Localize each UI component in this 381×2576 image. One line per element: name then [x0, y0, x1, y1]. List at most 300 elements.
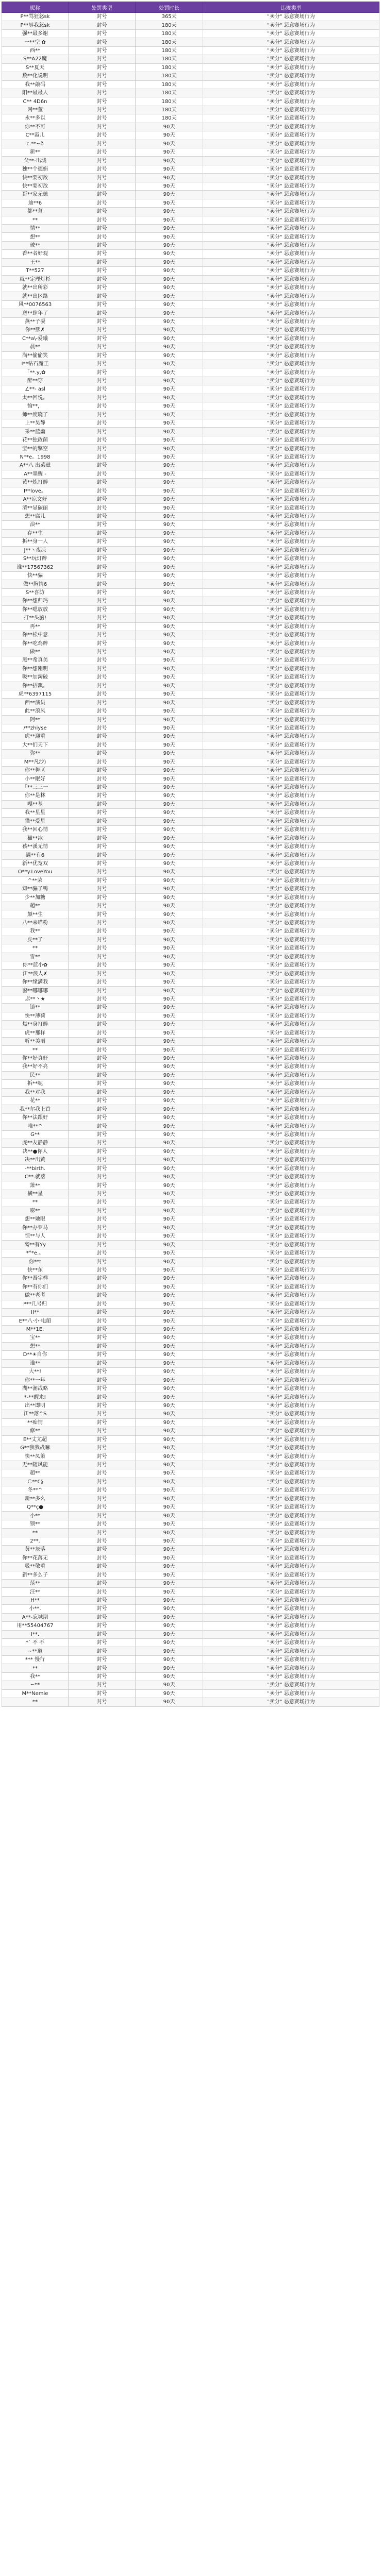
- cell-nickname: 超**: [2, 902, 69, 910]
- cell-violation-type: "卖分" 恶意赛场行为: [203, 38, 379, 46]
- cell-nickname: 你**好真好: [2, 1054, 69, 1062]
- cell-penalty-duration: 90天: [136, 885, 203, 893]
- table-row: [2, 1241, 379, 1249]
- cell-violation-type: "卖分" 恶意赛场行为: [203, 1486, 379, 1495]
- cell-penalty-type: 封号: [69, 699, 136, 707]
- cell-penalty-duration: 90天: [136, 1478, 203, 1486]
- cell-penalty-duration: 90天: [136, 792, 203, 800]
- cell-penalty-duration: 90天: [136, 174, 203, 182]
- cell-penalty-duration: 90天: [136, 817, 203, 825]
- cell-nickname: 哥**家无德: [2, 191, 69, 199]
- cell-penalty-type: 封号: [69, 783, 136, 791]
- cell-penalty-duration: 90天: [136, 1029, 203, 1037]
- cell-penalty-type: 封号: [69, 411, 136, 419]
- cell-penalty-type: 封号: [69, 868, 136, 876]
- cell-penalty-duration: 90天: [136, 1080, 203, 1088]
- cell-violation-type: "卖分" 恶意赛场行为: [203, 648, 379, 656]
- cell-penalty-duration: 90天: [136, 453, 203, 461]
- table-row: [2, 876, 379, 885]
- table-row: [2, 1469, 379, 1478]
- cell-nickname: ^**荣: [2, 876, 69, 885]
- cell-penalty-type: 封号: [69, 63, 136, 72]
- cell-penalty-duration: 90天: [136, 563, 203, 571]
- cell-penalty-duration: 90天: [136, 1105, 203, 1113]
- cell-penalty-type: 封号: [69, 571, 136, 580]
- cell-penalty-type: 封号: [69, 665, 136, 673]
- cell-penalty-duration: 90天: [136, 665, 203, 673]
- cell-penalty-type: 封号: [69, 597, 136, 605]
- cell-penalty-duration: 90天: [136, 165, 203, 173]
- cell-penalty-type: 封号: [69, 199, 136, 207]
- cell-penalty-duration: 90天: [136, 529, 203, 537]
- cell-violation-type: "卖分" 恶意赛场行为: [203, 1639, 379, 1647]
- cell-violation-type: "卖分" 恶意赛场行为: [203, 1342, 379, 1350]
- cell-nickname: 你**法跟好: [2, 1113, 69, 1122]
- cell-penalty-duration: 90天: [136, 233, 203, 241]
- cell-violation-type: "卖分" 恶意赛场行为: [203, 1334, 379, 1342]
- table-row: [2, 385, 379, 394]
- cell-penalty-duration: 90天: [136, 1283, 203, 1291]
- cell-penalty-type: 封号: [69, 453, 136, 461]
- cell-penalty-duration: 90天: [136, 1401, 203, 1410]
- cell-penalty-type: 封号: [69, 826, 136, 834]
- cell-penalty-duration: 90天: [136, 750, 203, 758]
- table-row: [2, 1655, 379, 1664]
- cell-penalty-duration: 90天: [136, 597, 203, 605]
- table-row: [2, 1300, 379, 1308]
- cell-nickname: 强**最多谢: [2, 29, 69, 38]
- cell-nickname: 超**: [2, 1469, 69, 1478]
- cell-violation-type: "卖分" 恶意赛场行为: [203, 479, 379, 487]
- table-row: [2, 1308, 379, 1316]
- cell-penalty-duration: 180天: [136, 63, 203, 72]
- cell-violation-type: "卖分" 恶意赛场行为: [203, 46, 379, 55]
- cell-nickname: ぷ**丶★: [2, 995, 69, 1003]
- cell-penalty-duration: 90天: [136, 377, 203, 385]
- cell-nickname: 你**想归玛: [2, 597, 69, 605]
- table-row: [2, 131, 379, 140]
- cell-violation-type: "卖分" 恶意赛场行为: [203, 1097, 379, 1105]
- cell-violation-type: "卖分" 恶意赛场行为: [203, 241, 379, 249]
- cell-nickname: 大**们天下: [2, 741, 69, 749]
- cell-penalty-type: 封号: [69, 55, 136, 63]
- cell-violation-type: "卖分" 恶意赛场行为: [203, 317, 379, 326]
- cell-penalty-type: 封号: [69, 487, 136, 495]
- cell-penalty-type: 封号: [69, 258, 136, 266]
- cell-nickname: II**: [2, 1308, 69, 1316]
- cell-penalty-type: 封号: [69, 1071, 136, 1079]
- cell-violation-type: "卖分" 恶意赛场行为: [203, 182, 379, 190]
- cell-penalty-type: 封号: [69, 1097, 136, 1105]
- cell-penalty-type: 封号: [69, 1037, 136, 1045]
- cell-penalty-type: 封号: [69, 1529, 136, 1537]
- table-row: [2, 1410, 379, 1418]
- table-row: [2, 1198, 379, 1207]
- cell-penalty-duration: 90天: [136, 987, 203, 995]
- cell-violation-type: "卖分" 恶意赛场行为: [203, 1308, 379, 1316]
- cell-penalty-type: 封号: [69, 622, 136, 631]
- cell-penalty-type: 封号: [69, 859, 136, 868]
- cell-violation-type: "卖分" 恶意赛场行为: [203, 1579, 379, 1587]
- cell-nickname: **痴情: [2, 1418, 69, 1427]
- cell-penalty-duration: 90天: [136, 699, 203, 707]
- cell-penalty-duration: 90天: [136, 224, 203, 232]
- cell-penalty-type: 封号: [69, 978, 136, 986]
- cell-penalty-type: 封号: [69, 445, 136, 453]
- cell-penalty-type: 封号: [69, 148, 136, 157]
- cell-violation-type: "卖分" 恶意赛场行为: [203, 1495, 379, 1503]
- cell-nickname: 快**要初敌: [2, 182, 69, 190]
- cell-penalty-duration: 90天: [136, 182, 203, 190]
- cell-penalty-type: 封号: [69, 377, 136, 385]
- cell-nickname: 渣**显碳丽: [2, 504, 69, 512]
- table-row: [2, 944, 379, 953]
- cell-nickname: A**墨醒 -: [2, 470, 69, 478]
- table-row: [2, 546, 379, 554]
- table-row: [2, 1275, 379, 1283]
- cell-penalty-duration: 90天: [136, 775, 203, 783]
- cell-penalty-type: 封号: [69, 1469, 136, 1478]
- cell-penalty-type: 封号: [69, 1164, 136, 1173]
- cell-penalty-duration: 90天: [136, 1503, 203, 1512]
- cell-penalty-duration: 90天: [136, 1427, 203, 1435]
- cell-violation-type: "卖分" 恶意赛场行为: [203, 512, 379, 520]
- table-row: [2, 978, 379, 986]
- cell-penalty-type: 封号: [69, 106, 136, 114]
- table-row: [2, 1088, 379, 1096]
- table-row: [2, 1647, 379, 1655]
- table-row: [2, 1444, 379, 1452]
- cell-violation-type: "卖分" 恶意赛场行为: [203, 1173, 379, 1181]
- cell-penalty-duration: 90天: [136, 826, 203, 834]
- table-row: [2, 682, 379, 690]
- cell-penalty-duration: 90天: [136, 1647, 203, 1655]
- cell-penalty-duration: 90天: [136, 927, 203, 936]
- cell-penalty-duration: 180天: [136, 106, 203, 114]
- table-row: [2, 936, 379, 944]
- table-row: [2, 614, 379, 622]
- cell-nickname: 阳**最最人: [2, 89, 69, 97]
- cell-nickname: 情**: [2, 224, 69, 232]
- cell-penalty-type: 封号: [69, 876, 136, 885]
- cell-nickname: 用**55404767: [2, 1622, 69, 1630]
- cell-nickname: 无**随风能: [2, 1461, 69, 1469]
- cell-violation-type: "卖分" 恶意赛场行为: [203, 605, 379, 614]
- cell-nickname: 你**一年: [2, 1376, 69, 1384]
- cell-penalty-type: 封号: [69, 1300, 136, 1308]
- table-row: [2, 445, 379, 453]
- cell-violation-type: "卖分" 恶意赛场行为: [203, 495, 379, 503]
- cell-nickname: 西**演员: [2, 699, 69, 707]
- cell-penalty-duration: 90天: [136, 970, 203, 978]
- cell-violation-type: "卖分" 恶意赛场行为: [203, 614, 379, 622]
- cell-nickname: 打**头脑!: [2, 614, 69, 622]
- cell-penalty-type: 封号: [69, 1622, 136, 1630]
- cell-violation-type: "卖分" 恶意赛场行为: [203, 63, 379, 72]
- cell-penalty-duration: 90天: [136, 1495, 203, 1503]
- table-row: [2, 1215, 379, 1224]
- cell-penalty-duration: 90天: [136, 961, 203, 970]
- cell-violation-type: "卖分" 恶意赛场行为: [203, 1376, 379, 1384]
- cell-penalty-duration: 90天: [136, 656, 203, 665]
- cell-violation-type: "卖分" 恶意赛场行为: [203, 394, 379, 402]
- cell-penalty-duration: 90天: [136, 1232, 203, 1241]
- cell-nickname: 做**胸情6: [2, 580, 69, 588]
- cell-penalty-duration: 90天: [136, 1579, 203, 1587]
- table-row: [2, 673, 379, 682]
- cell-penalty-duration: 90天: [136, 241, 203, 249]
- table-row: [2, 580, 379, 588]
- cell-nickname: 做**老考: [2, 1292, 69, 1300]
- cell-nickname: 迪**6: [2, 199, 69, 207]
- cell-violation-type: "卖分" 恶意赛场行为: [203, 1563, 379, 1571]
- cell-penalty-type: 封号: [69, 1639, 136, 1647]
- table-row: [2, 21, 379, 29]
- table-row: [2, 563, 379, 571]
- table-row: [2, 487, 379, 495]
- table-row: [2, 300, 379, 309]
- cell-violation-type: "卖分" 恶意赛场行为: [203, 1325, 379, 1333]
- table-row: [2, 859, 379, 868]
- table-row: [2, 1232, 379, 1241]
- cell-penalty-duration: 90天: [136, 716, 203, 724]
- cell-violation-type: "卖分" 恶意赛场行为: [203, 842, 379, 851]
- cell-nickname: *` 不 不: [2, 1639, 69, 1647]
- cell-nickname: 你**是林: [2, 792, 69, 800]
- cell-penalty-duration: 90天: [136, 1300, 203, 1308]
- cell-penalty-duration: 90天: [136, 148, 203, 157]
- cell-violation-type: "卖分" 恶意赛场行为: [203, 1004, 379, 1012]
- table-row: [2, 648, 379, 656]
- table-row: [2, 538, 379, 546]
- cell-penalty-type: 封号: [69, 1384, 136, 1393]
- cell-penalty-type: 封号: [69, 224, 136, 232]
- cell-violation-type: "卖分" 恶意赛场行为: [203, 724, 379, 732]
- cell-violation-type: "卖分" 恶意赛场行为: [203, 191, 379, 199]
- cell-penalty-duration: 90天: [136, 1351, 203, 1359]
- cell-penalty-duration: 90天: [136, 131, 203, 140]
- cell-nickname: 小**眠好: [2, 775, 69, 783]
- cell-penalty-type: 封号: [69, 1579, 136, 1587]
- table-row: [2, 1427, 379, 1435]
- cell-penalty-type: 封号: [69, 123, 136, 131]
- cell-penalty-duration: 90天: [136, 842, 203, 851]
- cell-nickname: 猫**冰: [2, 834, 69, 842]
- cell-violation-type: "卖分" 恶意赛场行为: [203, 775, 379, 783]
- cell-penalty-type: 封号: [69, 1630, 136, 1638]
- cell-penalty-type: 封号: [69, 1563, 136, 1571]
- cell-nickname: 想**: [2, 1342, 69, 1350]
- cell-penalty-type: 封号: [69, 1427, 136, 1435]
- cell-penalty-duration: 90天: [136, 741, 203, 749]
- cell-penalty-duration: 90天: [136, 1639, 203, 1647]
- cell-nickname: 我**好不亮: [2, 1063, 69, 1071]
- cell-nickname: 都**慕: [2, 208, 69, 216]
- cell-violation-type: "卖分" 恶意赛场行为: [203, 1529, 379, 1537]
- cell-violation-type: "卖分" 恶意赛场行为: [203, 165, 379, 173]
- cell-penalty-type: 封号: [69, 1393, 136, 1401]
- cell-nickname: 你**缘满我: [2, 978, 69, 986]
- table-row: [2, 1097, 379, 1105]
- table-row: [2, 1122, 379, 1130]
- cell-penalty-duration: 90天: [136, 216, 203, 224]
- cell-penalty-type: 封号: [69, 1088, 136, 1096]
- cell-penalty-type: 封号: [69, 13, 136, 21]
- cell-violation-type: "卖分" 恶意赛场行为: [203, 1622, 379, 1630]
- cell-penalty-type: 封号: [69, 419, 136, 428]
- cell-penalty-duration: 90天: [136, 724, 203, 732]
- cell-violation-type: "卖分" 恶意赛场行为: [203, 631, 379, 639]
- table-body: [2, 13, 379, 1707]
- cell-nickname: 你**不可: [2, 123, 69, 131]
- cell-nickname: O**y.LoveYou: [2, 868, 69, 876]
- table-row: [2, 470, 379, 478]
- cell-violation-type: "卖分" 恶意赛场行为: [203, 944, 379, 953]
- table-row: [2, 1351, 379, 1359]
- cell-penalty-duration: 90天: [136, 419, 203, 428]
- cell-nickname: 醉**穿: [2, 377, 69, 385]
- cell-penalty-duration: 180天: [136, 38, 203, 46]
- cell-penalty-type: 封号: [69, 1368, 136, 1376]
- cell-nickname: 你**吃鸡醉: [2, 639, 69, 648]
- table-row: [2, 1639, 379, 1647]
- table-row: [2, 953, 379, 961]
- cell-penalty-type: 封号: [69, 766, 136, 774]
- cell-nickname: M**1E.: [2, 1325, 69, 1333]
- table-row: [2, 724, 379, 732]
- cell-penalty-duration: 90天: [136, 571, 203, 580]
- cell-penalty-type: 封号: [69, 775, 136, 783]
- cell-nickname: 快**骗: [2, 571, 69, 580]
- cell-penalty-type: 封号: [69, 750, 136, 758]
- cell-nickname: J**丶夜凉: [2, 546, 69, 554]
- cell-nickname: C**a\-爱曦: [2, 334, 69, 343]
- table-row: [2, 665, 379, 673]
- table-row: [2, 394, 379, 402]
- cell-penalty-duration: 90天: [136, 1512, 203, 1520]
- cell-penalty-duration: 90天: [136, 428, 203, 436]
- cell-penalty-duration: 90天: [136, 1681, 203, 1689]
- table-row: [2, 656, 379, 665]
- cell-violation-type: "卖分" 恶意赛场行为: [203, 834, 379, 842]
- cell-penalty-duration: 90天: [136, 1164, 203, 1173]
- cell-nickname: 你**有你们: [2, 1283, 69, 1291]
- cell-nickname: G**: [2, 1130, 69, 1139]
- cell-nickname: 小**: [2, 1512, 69, 1520]
- table-row: [2, 241, 379, 249]
- cell-violation-type: "卖分" 恶意赛场行为: [203, 1198, 379, 1207]
- cell-violation-type: "卖分" 恶意赛场行为: [203, 1224, 379, 1232]
- cell-violation-type: "卖分" 恶意赛场行为: [203, 1503, 379, 1512]
- cell-nickname: 我**敲码: [2, 80, 69, 89]
- cell-penalty-duration: 90天: [136, 1021, 203, 1029]
- cell-nickname: **: [2, 944, 69, 953]
- cell-nickname: 香**者好观: [2, 250, 69, 258]
- cell-violation-type: "卖分" 恶意赛场行为: [203, 1156, 379, 1164]
- cell-penalty-duration: 90天: [136, 504, 203, 512]
- cell-violation-type: "卖分" 恶意赛场行为: [203, 758, 379, 766]
- cell-violation-type: "卖分" 恶意赛场行为: [203, 1469, 379, 1478]
- table-row: [2, 842, 379, 851]
- cell-penalty-duration: 90天: [136, 1461, 203, 1469]
- cell-violation-type: "卖分" 恶意赛场行为: [203, 1351, 379, 1359]
- cell-violation-type: "卖分" 恶意赛场行为: [203, 1232, 379, 1241]
- cell-violation-type: "卖分" 恶意赛场行为: [203, 1384, 379, 1393]
- cell-violation-type: "卖分" 恶意赛场行为: [203, 800, 379, 808]
- cell-penalty-duration: 90天: [136, 1384, 203, 1393]
- cell-penalty-type: 封号: [69, 309, 136, 317]
- table-row: [2, 1063, 379, 1071]
- cell-penalty-duration: 90天: [136, 1097, 203, 1105]
- table-row: [2, 1334, 379, 1342]
- cell-violation-type: "卖分" 恶意赛场行为: [203, 546, 379, 554]
- table-row: [2, 250, 379, 258]
- cell-violation-type: "卖分" 恶意赛场行为: [203, 1401, 379, 1410]
- table-row: [2, 927, 379, 936]
- cell-penalty-duration: 90天: [136, 250, 203, 258]
- cell-violation-type: "卖分" 恶意赛场行为: [203, 309, 379, 317]
- cell-penalty-type: 封号: [69, 1664, 136, 1672]
- cell-nickname: 「**.y,✿: [2, 368, 69, 377]
- cell-penalty-duration: 90天: [136, 317, 203, 326]
- cell-nickname: A**凉文好: [2, 495, 69, 503]
- ban-table: [2, 2, 379, 1707]
- cell-violation-type: "卖分" 恶意赛场行为: [203, 157, 379, 165]
- cell-penalty-type: 封号: [69, 1571, 136, 1579]
- cell-penalty-type: 封号: [69, 1004, 136, 1012]
- cell-penalty-type: 封号: [69, 961, 136, 970]
- table-row: [2, 834, 379, 842]
- cell-penalty-type: 封号: [69, 495, 136, 503]
- cell-penalty-type: 封号: [69, 682, 136, 690]
- cell-penalty-type: 封号: [69, 402, 136, 411]
- cell-penalty-duration: 90天: [136, 639, 203, 648]
- cell-penalty-duration: 90天: [136, 834, 203, 842]
- cell-penalty-duration: 90天: [136, 605, 203, 614]
- table-row: [2, 1605, 379, 1613]
- table-row: [2, 1113, 379, 1122]
- cell-violation-type: "卖分" 恶意赛场行为: [203, 1283, 379, 1291]
- cell-nickname: 一**空 ✿: [2, 38, 69, 46]
- cell-penalty-type: 封号: [69, 733, 136, 741]
- cell-violation-type: "卖分" 恶意赛场行为: [203, 580, 379, 588]
- cell-violation-type: "卖分" 恶意赛场行为: [203, 521, 379, 529]
- cell-penalty-duration: 90天: [136, 1571, 203, 1579]
- cell-penalty-duration: 90天: [136, 402, 203, 411]
- cell-nickname: 我**回心情: [2, 826, 69, 834]
- table-row: [2, 1173, 379, 1181]
- cell-penalty-type: 封号: [69, 165, 136, 173]
- cell-violation-type: "卖分" 恶意赛场行为: [203, 419, 379, 428]
- cell-penalty-type: 封号: [69, 885, 136, 893]
- cell-penalty-duration: 90天: [136, 1435, 203, 1444]
- cell-penalty-duration: 90天: [136, 1376, 203, 1384]
- table-row: [2, 1486, 379, 1495]
- table-row: [2, 817, 379, 825]
- cell-nickname: 西**: [2, 46, 69, 55]
- cell-penalty-duration: 90天: [136, 470, 203, 478]
- cell-nickname: E**丈尤超: [2, 1435, 69, 1444]
- cell-nickname: 数**化说明: [2, 72, 69, 80]
- cell-violation-type: "卖分" 恶意赛场行为: [203, 1054, 379, 1062]
- cell-violation-type: "卖分" 恶意赛场行为: [203, 893, 379, 902]
- table-row: [2, 826, 379, 834]
- cell-nickname: **: [2, 1664, 69, 1672]
- cell-violation-type: "卖分" 恶意赛场行为: [203, 656, 379, 665]
- cell-violation-type: "卖分" 恶意赛场行为: [203, 1435, 379, 1444]
- table-row: [2, 368, 379, 377]
- cell-penalty-duration: 90天: [136, 1139, 203, 1147]
